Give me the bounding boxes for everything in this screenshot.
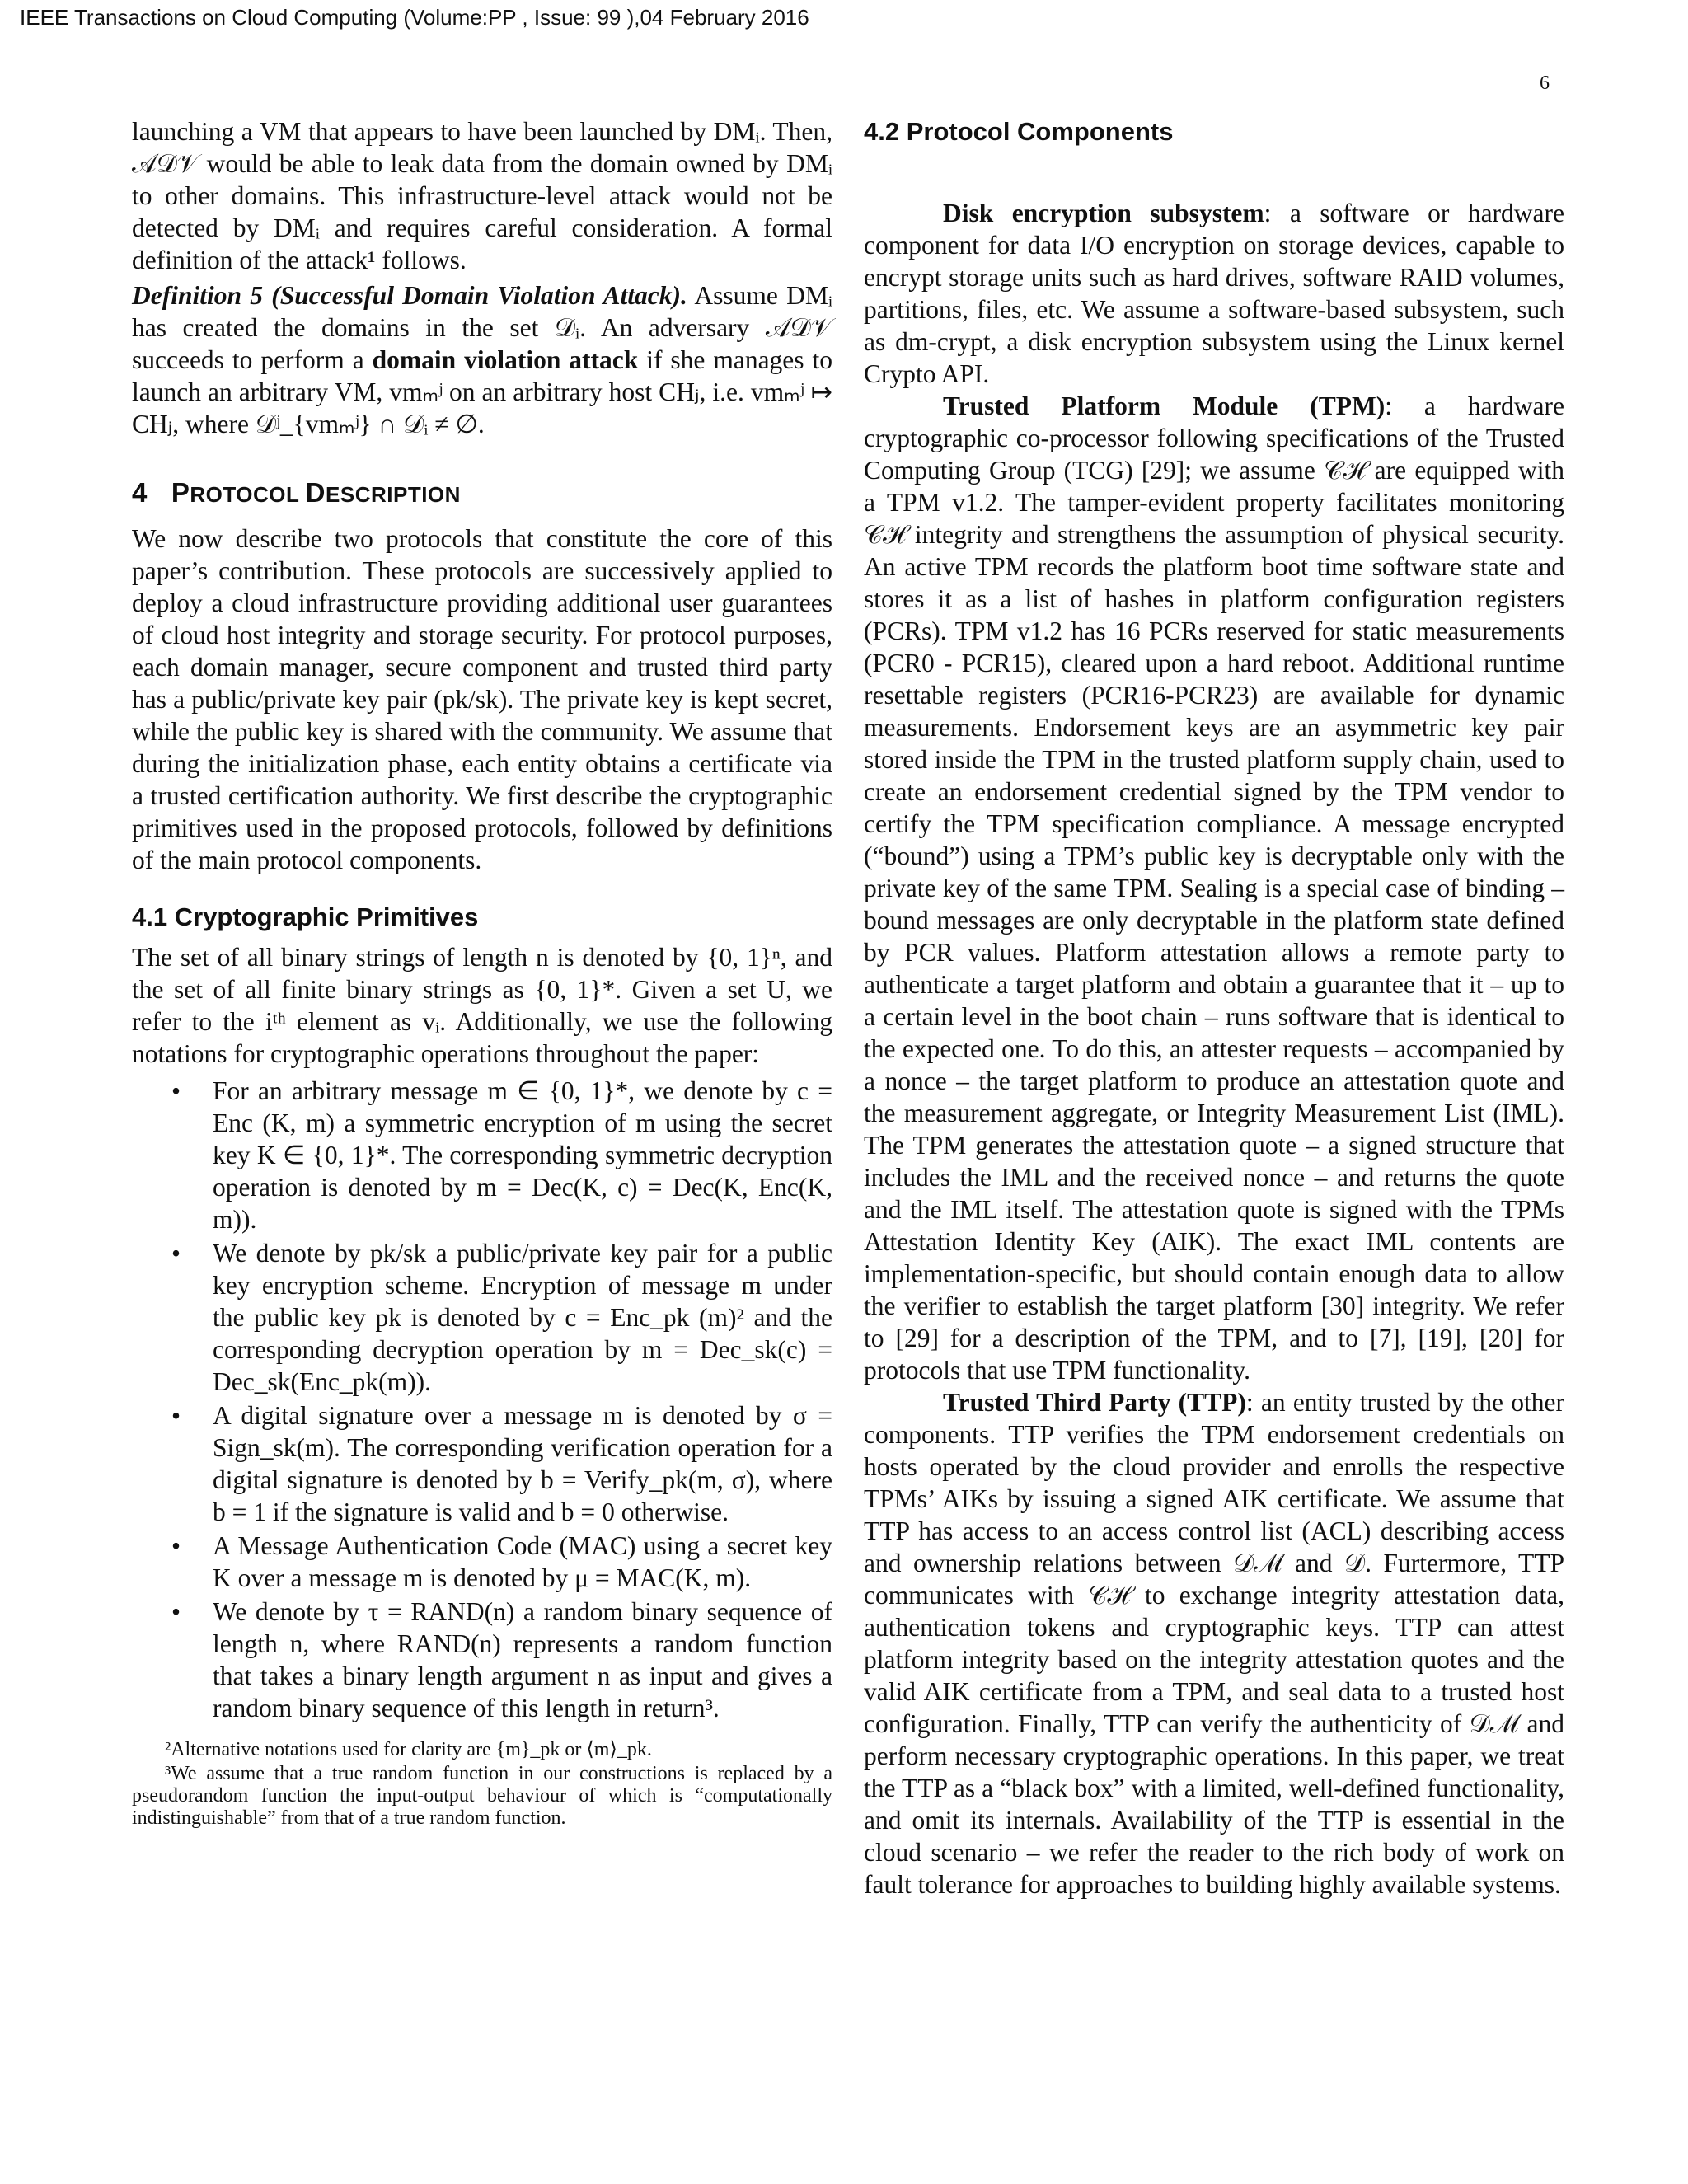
- left-column: [132, 115, 832, 1831]
- tpm-term: Trusted Platform Module (TPM): [943, 391, 1386, 420]
- footnote-2: ²Alternative notations used for clarity are {m}_pk or ⟨m⟩_pk.: [165, 1739, 652, 1760]
- tpm-paragraph: [864, 390, 1564, 1386]
- ttp-term: Trusted Third Party (TTP): [943, 1388, 1246, 1417]
- ttp-text: : an entity trusted by the other components. TTP verifies the TPM endorsement credentials on hosts operated by the cloud provider and enrolls the respective TPMs’ AIKs by issuing a signed AIK certificate. We assume that TTP has access to an access control list (ACL) describing access and ownership relations between 𝒟ℳ and 𝒟. Furtermore, TTP communicates with 𝒞ℋ to exchange integrity attestation data, authentication tokens and cryptographic keys. TTP can attest platform integrity based on the integrity attestation quotes and the valid AIK certificate from a TPM, and seal data to a trusted host configuration. Finally, TTP can verify the authenticity of 𝒟ℳ and perform necessary cryptographic operations. In this paper, we treat the TTP as a “black box” with a limited, well-defined functionality, and omit its internals. Availability of the TTP is essential in the cloud scenario – we refer the reader to the rich body of work on fault tolerance for approaches to building highly available systems.: [864, 1388, 1564, 1899]
- subsection-4-1-paragraph: The set of all binary strings of length n is denoted by {0, 1}ⁿ, and the set of all finite binary strings as {0, 1}*. Given a set U, we refer to the iᵗʰ element as vᵢ. Additionally, we use the following notations for cryptographic operations throughout the paper:: [132, 943, 832, 1068]
- section-title-rest1: ROTOCOL: [190, 482, 306, 507]
- definition-5: [132, 279, 832, 440]
- notation-list: [132, 1075, 832, 1724]
- definition-body-2: if she manages to launch an arbitrary VM, vmₘʲ on an arbitrary host CHⱼ, i.e. vmₘʲ ↦ CHⱼ, where 𝒟ʲ_{vmₘʲ} ∩ 𝒟ᵢ ≠ ∅.: [132, 345, 832, 438]
- footnote-3: ³We assume that a true random function in our constructions is replaced by a pseudorandom function the input-output behaviour of which is “computationally indistinguishable” from that of a true random function.: [132, 1763, 832, 1829]
- page-number: 6: [1540, 73, 1550, 94]
- list-item: • For an arbitrary message m ∈ {0, 1}*, we denote by c = Enc (K, m) a symmetric encryption of m using the secret key K ∈ {0, 1}*. The corresponding symmetric decryption operation is denoted by m = Dec(K, c) = Dec(K, Enc(K, m)).: [213, 1075, 832, 1235]
- disk-encryption-text: : a software or hardware component for data I/O encryption on storage devices, capable to encrypt storage units such as hard drives, software RAID volumes, partitions, files, etc. We assume a software-based subsystem, such as dm-crypt, a disk encryption subsystem using the Linux kernel Crypto API.: [864, 199, 1564, 388]
- section-4-heading: [132, 476, 832, 511]
- subsection-4-2-heading: 4.2 Protocol Components: [864, 117, 1174, 146]
- list-item: • We denote by pk/sk a public/private key pair for a public key encryption scheme. Encryption of message m under the public key pk is denoted by c = Enc_pk (m)² and the corresponding decryption operation by m = Dec_sk(c) = Dec_sk(Enc_pk(m)).: [213, 1237, 832, 1398]
- footnotes: [132, 1739, 832, 1830]
- section-4-paragraph: We now describe two protocols that constitute the core of this paper’s contribution. These protocols are successively applied to deploy a cloud infrastructure providing additional user guarantees of cloud host integrity and storage security. For protocol purposes, each domain manager, secure component and trusted third party has a public/private key pair (pk/sk). The private key is kept secret, while the public key is shared with the community. We assume that during the initialization phase, each entity obtains a certificate via a trusted certification authority. We first describe the cryptographic primitives used in the proposed protocols, followed by definitions of the main protocol components.: [132, 524, 832, 874]
- disk-encryption-paragraph: [864, 197, 1564, 390]
- intro-paragraph: launching a VM that appears to have been launched by DMᵢ. Then, 𝒜𝒟𝒱 would be able to leak data from the domain owned by DMᵢ to other domains. This infrastructure-level attack would not be detected by DMᵢ and requires careful consideration. A formal definition of the attack¹ follows.: [132, 117, 832, 274]
- definition-bold-term: domain violation attack: [372, 345, 639, 374]
- tpm-text: : a hardware cryptographic co-processor following specifications of the Trusted Computing Group (TCG) [29]; we assume 𝒞ℋ are equipped with a TPM v1.2. The tamper-evident property facilitates monitoring 𝒞ℋ integrity and strengthens the assumption of physical security. An active TPM records the platform boot time software state and stores it as a list of hashes in platform configuration registers (PCRs). TPM v1.2 has 16 PCRs reserved for static measurements (PCR0 - PCR15), cleared upon a hard reboot. Additional runtime resettable registers (PCR16-PCR23) are available for dynamic measurements. Endorsement keys are an asymmetric key pair stored inside the TPM in the trusted platform supply chain, used to create an endorsement credential signed by the TPM vendor to certify the TPM specification compliance. A message encrypted (“bound”) using a TPM’s public key is decryptable only with the private key of the same TPM. Sealing is a special case of binding – bound messages are only decryptable in the platform state defined by PCR values. Platform attestation allows a remote party to authenticate a target platform and obtain a guarantee that it – up to a certain level in the boot chain – runs software that is identical to the expected one. To do this, an attester requests – accompanied by a nonce – the target platform to produce an attestation quote and the measurement aggregate, or Integrity Measurement List (IML). The TPM generates the attestation quote – a signed structure that includes the IML and the received nonce – and returns the quote and the IML itself. The attestation quote is signed with the TPMs Attestation Identity Key (AIK). The exact IML contents are implementation-specific, but should contain enough data to allow the verifier to establish the target platform [30] integrity. We refer to [29] for a description of the TPM, and to [7], [19], [20] for protocols that use TPM functionality.: [864, 391, 1564, 1385]
- journal-header: IEEE Transactions on Cloud Computing (Volume:PP , Issue: 99 ),04 February 2016: [20, 5, 809, 30]
- definition-title: Definition 5 (Successful Domain Violation Attack).: [132, 281, 687, 310]
- list-item: • A digital signature over a message m is denoted by σ = Sign_sk(m). The corresponding verification operation for a digital signature is denoted by b = Verify_pk(m, σ), where b = 1 if the signature is valid and b = 0 otherwise.: [213, 1399, 832, 1528]
- list-item: • We denote by τ = RAND(n) a random binary sequence of length n, where RAND(n) represents a random function that takes a binary length argument n as input and gives a random binary sequence of this length in return³.: [213, 1596, 832, 1724]
- definition-body-1: Assume DMᵢ has created the domains in the set 𝒟ᵢ. An adversary 𝒜𝒟𝒱 succeeds to perform a: [132, 281, 833, 374]
- right-column: [864, 115, 1564, 1900]
- ttp-paragraph: [864, 1386, 1564, 1900]
- section-title-d: D: [305, 477, 326, 508]
- section-number: 4: [132, 477, 148, 508]
- subsection-4-1-heading: 4.1 Cryptographic Primitives: [132, 902, 479, 931]
- section-title-p: P: [171, 477, 190, 508]
- disk-encryption-term: Disk encryption subsystem: [943, 199, 1264, 227]
- section-title-rest2: ESCRIPTION: [326, 482, 461, 507]
- list-item: • A Message Authentication Code (MAC) using a secret key K over a message m is denoted by μ = MAC(K, m).: [213, 1530, 832, 1594]
